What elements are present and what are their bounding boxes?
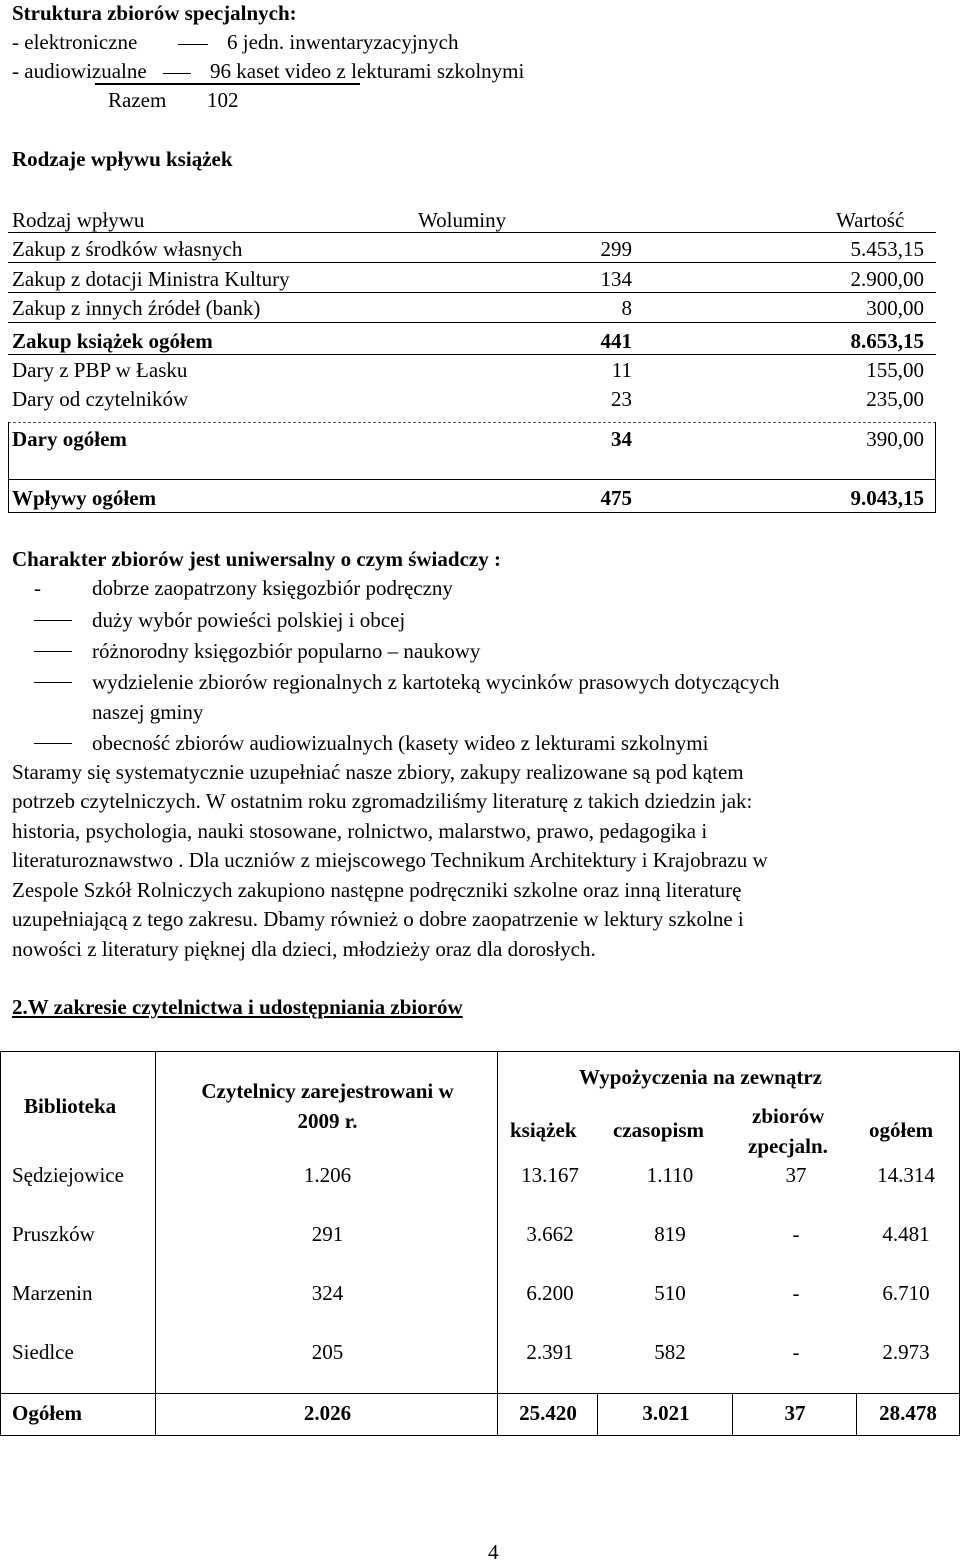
row-divider — [8, 262, 936, 263]
col-border — [732, 1393, 733, 1436]
bullet-dash — [34, 743, 72, 744]
purchase-total-vol: 441 — [600, 329, 632, 353]
cell-lib: Marzenin — [12, 1281, 93, 1305]
paragraph-line: Zespole Szkół Rolniczych zakupiono następne podręczniki szkolne oraz inną literaturę — [12, 878, 742, 902]
page-number: 4 — [488, 1540, 499, 1564]
total-row-divider — [0, 1393, 960, 1394]
paragraph-line: nowości z literatury pięknej dla dzieci, młodzieży oraz dla dorosłych. — [12, 937, 596, 961]
total-special: 37 — [784, 1401, 806, 1425]
header-wypozyczenia: Wypożyczenia na zewnątrz — [579, 1065, 822, 1089]
cell-lib: Siedlce — [12, 1340, 74, 1364]
paragraph-line: uzupełniającą z tego zakresu. Dbamy również o dobre zaopatrzenie w lektury szkolne i — [12, 907, 744, 931]
structure-total-label: Razem — [108, 88, 167, 112]
header-zbiorow-line1: zbiorów — [752, 1104, 825, 1128]
structure-total-value: 102 — [207, 88, 239, 112]
col-border — [597, 1393, 598, 1436]
header-zbiorow-line2: zpecjaln. — [748, 1134, 828, 1158]
character-heading: Charakter zbiorów jest uniwersalny o czym świadczy : — [12, 547, 501, 571]
structure-electronic-value: 6 jedn. inwentaryzacyjnych — [227, 30, 459, 54]
grand-total-name: Wpływy ogółem — [12, 486, 157, 510]
col-border — [0, 1051, 1, 1436]
paragraph-line: historia, psychologia, nauki stosowane, rolnictwo, malarstwo, prawo, pedagogika i — [12, 819, 708, 843]
header-czasopism: czasopism — [613, 1118, 704, 1142]
paragraph-line: potrzeb czytelniczych. W ostatnim roku zgromadziliśmy literaturę z takich dziedzin jak: — [12, 789, 753, 813]
structure-audio-label: - audiowizualne — [12, 59, 147, 83]
cell-readers: 291 — [311, 1222, 344, 1246]
row-divider — [8, 322, 936, 323]
purchase-total-val: 8.653,15 — [850, 329, 924, 353]
header-biblioteka: Biblioteka — [24, 1094, 117, 1118]
cell-total: 6.710 — [882, 1281, 930, 1305]
col-border — [497, 1051, 498, 1436]
sum-rule — [95, 83, 360, 85]
paragraph-line: Staramy się systematycznie uzupełniać nasze zbiory, zakupy realizowane są pod kątem — [12, 760, 744, 784]
character-item: dobrze zaopatrzony księgozbiór podręczny — [92, 576, 453, 600]
cell-mags: 819 — [654, 1222, 686, 1246]
cell-readers: 205 — [311, 1340, 344, 1364]
dash-separator — [163, 73, 191, 74]
cell-special: - — [792, 1222, 800, 1246]
cell-special: - — [792, 1281, 800, 1305]
header-czytelnicy-line2: 2009 r. — [297, 1109, 358, 1133]
total-books: 25.420 — [519, 1401, 577, 1425]
row-divider — [8, 292, 936, 293]
bullet-dash — [34, 682, 72, 683]
table-bottom-border — [0, 1435, 960, 1436]
cell-total: 4.481 — [882, 1222, 930, 1246]
cell-special: 37 — [785, 1163, 807, 1187]
cell-lib: Sędziejowice — [12, 1163, 124, 1187]
total-lib: Ogółem — [12, 1401, 82, 1425]
total-mags: 3.021 — [642, 1401, 690, 1425]
col-border — [856, 1393, 857, 1436]
gift-total-vol: 34 — [611, 427, 632, 451]
header-wartosc: Wartość — [836, 208, 905, 232]
total-readers: 2.026 — [303, 1401, 352, 1425]
character-item: wydzielenie zbiorów regionalnych z kartoteką wycinków prasowych dotyczących — [92, 670, 780, 694]
table-left-border — [8, 422, 9, 513]
character-item: duży wybór powieści polskiej i obcej — [92, 608, 406, 632]
character-item: obecność zbiorów audiowizualnych (kasety wideo z lekturami szkolnymi — [92, 731, 709, 755]
gift-row-vol: 11 — [611, 358, 632, 382]
structure-audio-value: 96 kaset video z lekturami szkolnymi — [210, 59, 525, 83]
cell-readers: 324 — [311, 1281, 344, 1305]
acq-row-val: 2.900,00 — [850, 267, 924, 291]
col-border — [155, 1051, 156, 1436]
table-bottom-border — [8, 512, 936, 513]
acq-row-val: 300,00 — [866, 296, 924, 320]
acq-row-name: Zakup z innych źródeł (bank) — [12, 296, 261, 320]
purchase-total-name: Zakup książek ogółem — [12, 329, 213, 353]
bullet-hyphen: - — [34, 576, 41, 600]
acq-row-name: Zakup z dotacji Ministra Kultury — [12, 267, 290, 291]
gift-row-name: Dary od czytelników — [12, 387, 189, 411]
total-total: 28.478 — [879, 1401, 937, 1425]
paragraph-line: literaturoznawstwo . Dla uczniów z miejscowego Technikum Architektury i Krajobrazu w — [12, 848, 768, 872]
dashed-divider — [8, 422, 936, 423]
row-divider — [8, 479, 936, 480]
cell-books: 3.662 — [526, 1222, 574, 1246]
acq-row-name: Zakup z środków własnych — [12, 237, 243, 261]
cell-special: - — [792, 1340, 800, 1364]
grand-total-vol: 475 — [600, 486, 632, 510]
gift-total-val: 390,00 — [866, 427, 924, 451]
bullet-dash — [34, 651, 72, 652]
cell-readers: 1.206 — [303, 1163, 352, 1187]
header-woluminy: Woluminy — [418, 208, 507, 232]
header-czytelnicy-line1: Czytelnicy zarejestrowani w — [201, 1079, 454, 1103]
acq-row-vol: 134 — [600, 267, 632, 291]
acquisition-title: Rodzaje wpływu książek — [12, 147, 233, 171]
acq-row-vol: 8 — [621, 296, 632, 320]
cell-books: 6.200 — [526, 1281, 574, 1305]
header-ogolem: ogółem — [869, 1118, 934, 1142]
dash-separator — [178, 44, 208, 45]
gift-row-name: Dary z PBP w Łasku — [12, 358, 188, 382]
gift-row-vol: 23 — [611, 387, 632, 411]
cell-mags: 582 — [654, 1340, 686, 1364]
gift-row-val: 155,00 — [866, 358, 924, 382]
character-item: różnorodny księgozbiór popularno – naukowy — [92, 639, 481, 663]
cell-total: 14.314 — [877, 1163, 935, 1187]
cell-books: 13.167 — [521, 1163, 579, 1187]
cell-lib: Pruszków — [12, 1222, 95, 1246]
cell-mags: 510 — [654, 1281, 686, 1305]
structure-title: Struktura zbiorów specjalnych: — [12, 1, 297, 25]
section2-heading: 2.W zakresie czytelnictwa i udostępniania zbiorów — [12, 995, 463, 1019]
row-divider — [8, 354, 936, 355]
structure-electronic-label: - elektroniczne — [12, 30, 138, 54]
cell-mags: 1.110 — [646, 1163, 694, 1187]
table-top-border — [0, 1051, 960, 1052]
character-item-continuation: naszej gminy — [92, 700, 204, 724]
cell-total: 2.973 — [882, 1340, 930, 1364]
acq-row-vol: 299 — [600, 237, 632, 261]
gift-total-name: Dary ogółem — [12, 427, 127, 451]
grand-total-val: 9.043,15 — [850, 486, 924, 510]
gift-row-val: 235,00 — [866, 387, 924, 411]
cell-books: 2.391 — [526, 1340, 574, 1364]
acq-row-val: 5.453,15 — [850, 237, 924, 261]
header-ksiazek: książek — [510, 1118, 577, 1142]
bullet-dash — [34, 620, 72, 621]
row-divider — [8, 232, 936, 233]
header-rodzaj: Rodzaj wpływu — [12, 208, 145, 232]
table-right-border — [935, 422, 936, 513]
